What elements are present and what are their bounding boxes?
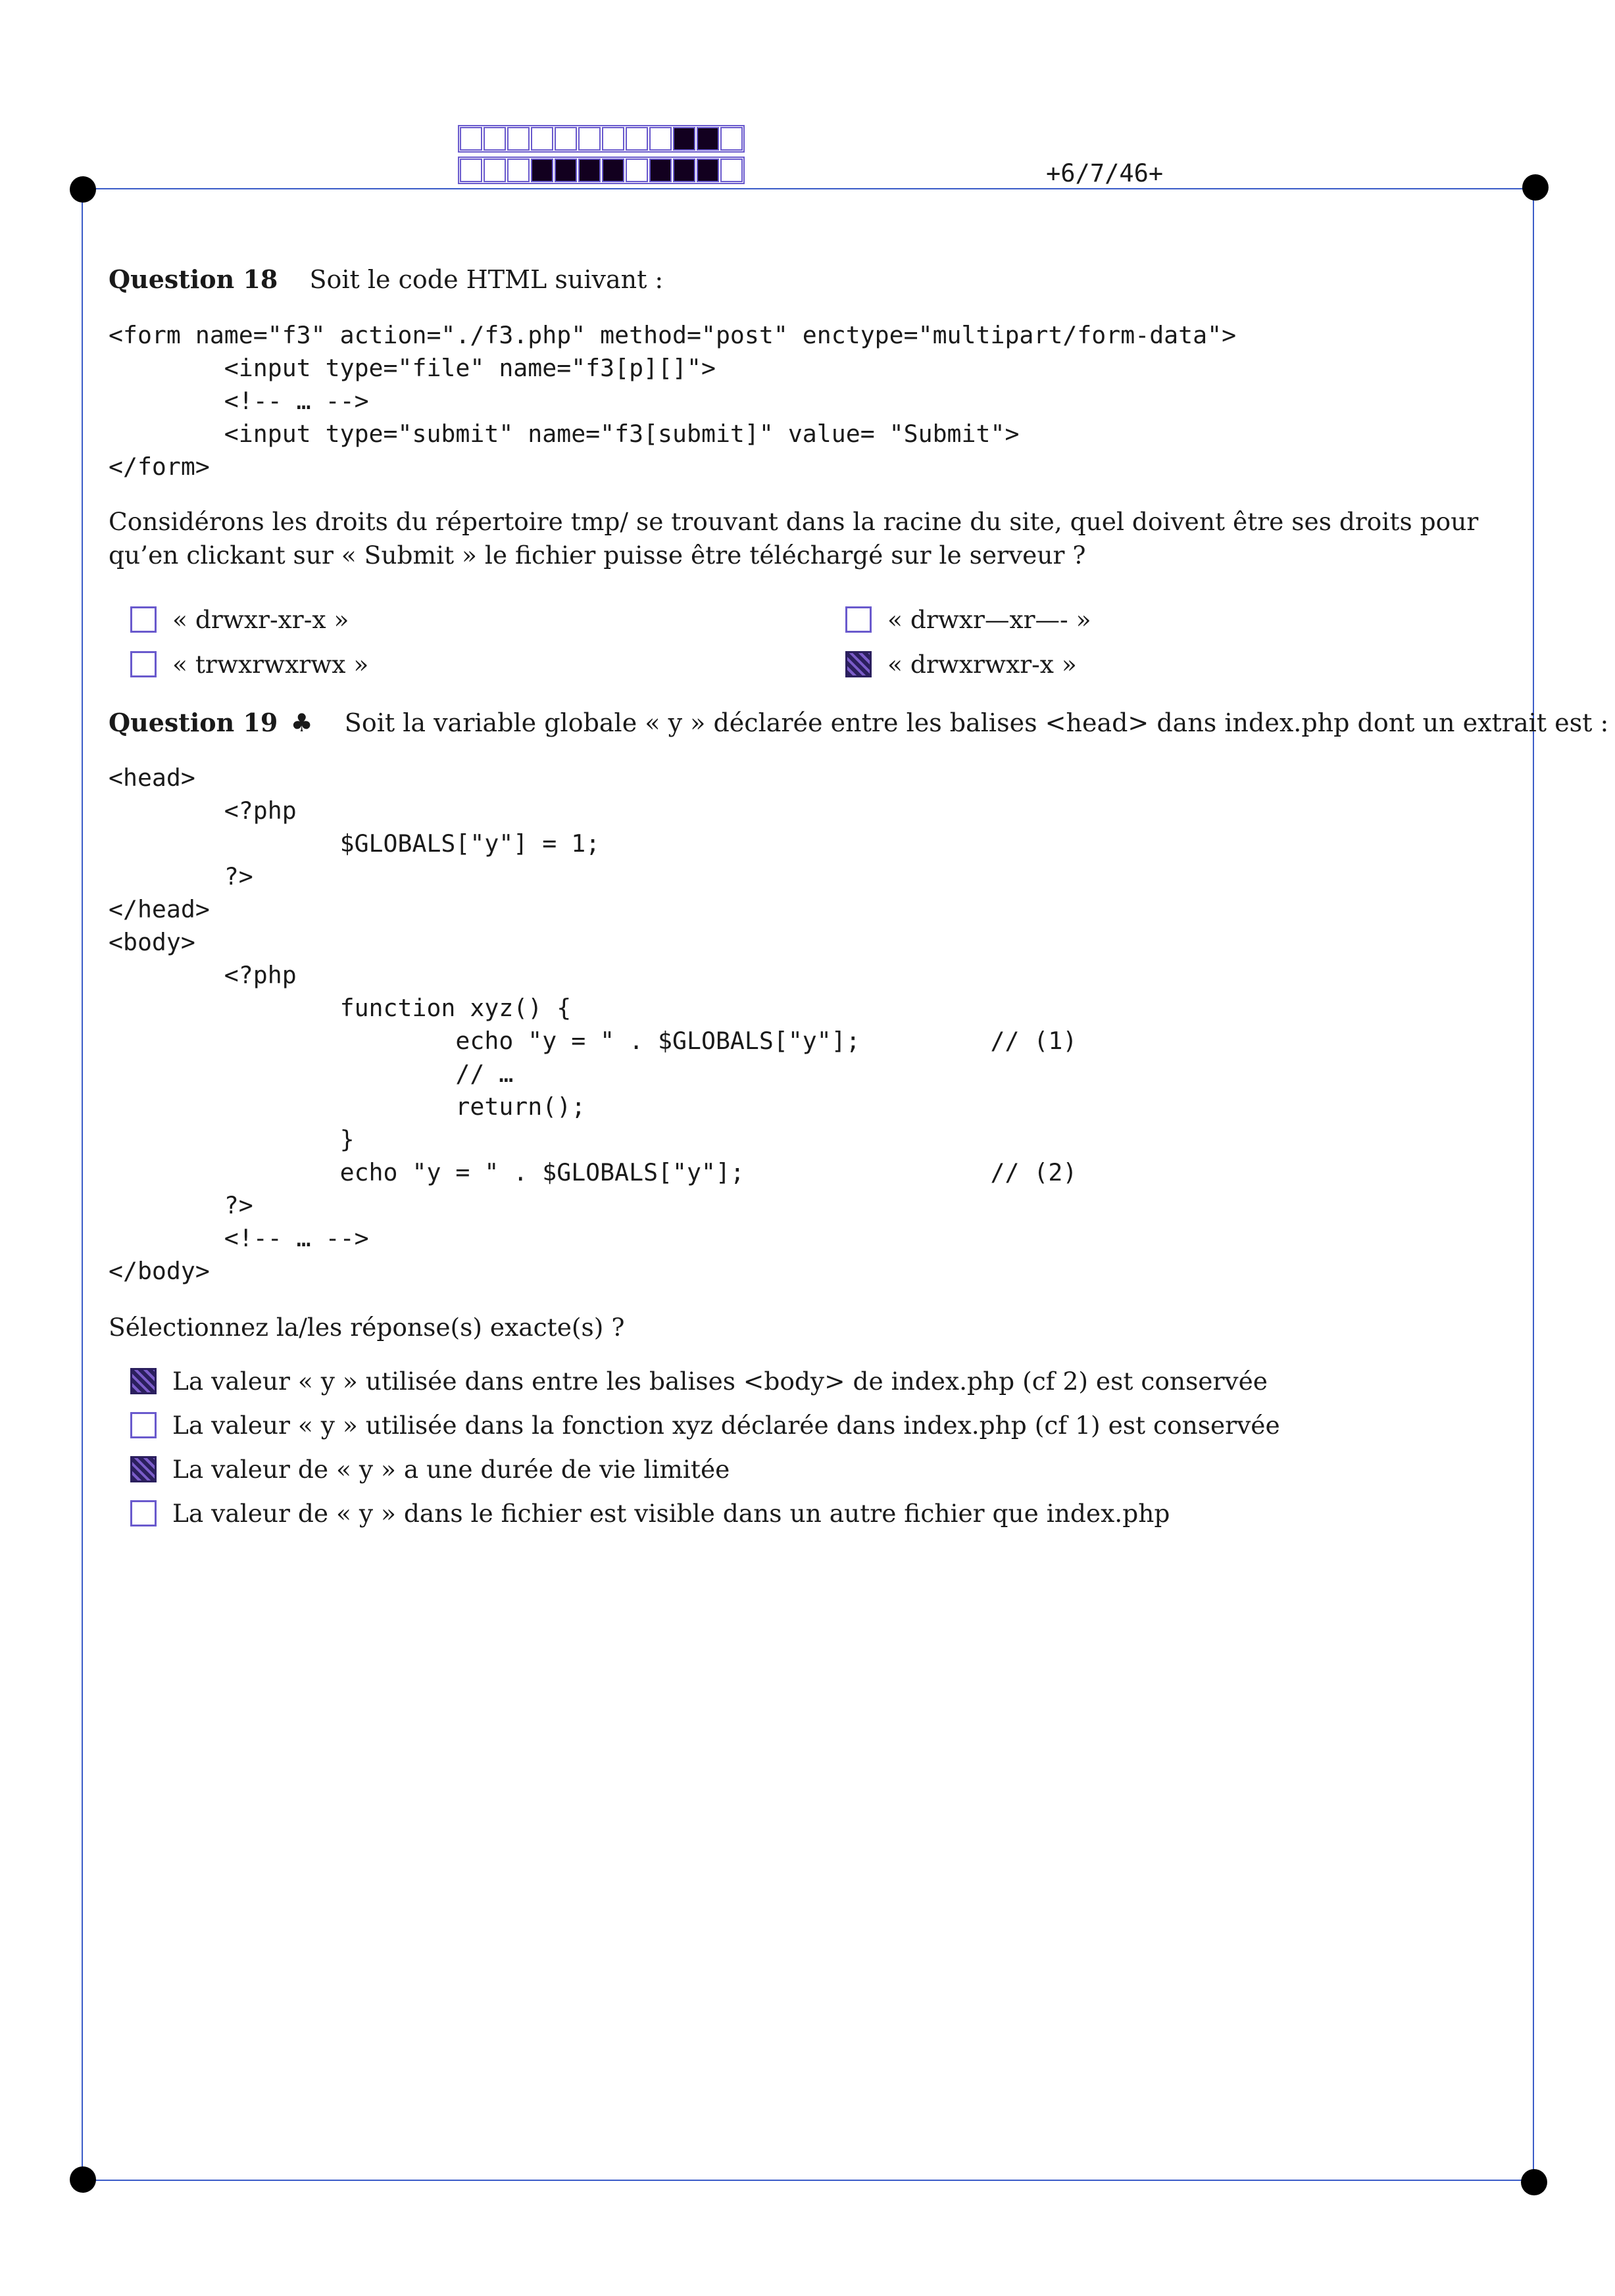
answer-label: « drwxr-xr-x » (172, 605, 349, 634)
answer-checkbox[interactable] (845, 651, 872, 677)
id-grid-cell (720, 127, 743, 151)
answer-checkbox[interactable] (130, 606, 157, 633)
answer-label: La valeur « y » utilisée dans entre les balises <body> de index.php (cf 2) est conservée (172, 1367, 1268, 1396)
question-19-code: <head> <?php $GLOBALS["y"] = 1; ?> </head> <body> <?php function xyz() { echo "y = " . $GLOBALS["y"]; // (1) // … return(); } echo "y = " . $GLOBALS["y"]; // (2) ?> <!-- … --> </body> (109, 764, 1078, 1285)
id-grid-cell (507, 127, 530, 151)
question-18-header (109, 264, 663, 294)
id-grid-cell (649, 127, 672, 151)
student-id-grid-row-2 (458, 157, 745, 184)
id-grid-cell (484, 159, 506, 182)
answer-label: « drwxr—xr—- » (887, 605, 1091, 634)
q18-answer-1[interactable] (130, 605, 349, 634)
q19-answer-2[interactable] (130, 1411, 1280, 1440)
id-grid-cell (460, 159, 482, 182)
answer-checkbox[interactable] (130, 1500, 157, 1527)
answer-label: La valeur de « y » a une durée de vie limitée (172, 1455, 730, 1484)
frame-left-line (82, 188, 83, 2181)
id-grid-cell (578, 127, 601, 151)
id-grid-cell (673, 127, 695, 151)
id-grid-cell (460, 127, 482, 151)
answer-label: La valeur de « y » dans le fichier est visible dans un autre fichier que index.php (172, 1499, 1170, 1528)
id-grid-cell (673, 159, 695, 182)
id-grid-cell (531, 159, 553, 182)
corner-mark-bottom-left (70, 2166, 96, 2193)
student-id-grid-row-1 (458, 125, 745, 153)
q19-answer-1[interactable] (130, 1367, 1268, 1396)
club-icon: ♣ (290, 708, 313, 737)
question-18-number: Question 18 (109, 264, 278, 294)
answer-checkbox[interactable] (130, 1368, 157, 1394)
answer-checkbox[interactable] (130, 1456, 157, 1482)
question-18-intro: Soit le code HTML suivant : (309, 265, 664, 294)
question-19-text: Sélectionnez la/les réponse(s) exacte(s) ? (109, 1313, 625, 1342)
id-grid-cell (555, 127, 577, 151)
frame-top-line (86, 188, 1535, 189)
answer-label: « drwxrwxr-x » (887, 650, 1077, 679)
answer-label: La valeur « y » utilisée dans la fonction xyz déclarée dans index.php (cf 1) est conservée (172, 1411, 1280, 1440)
answer-label: « trwxrwxrwx » (172, 650, 369, 679)
id-grid-cell (555, 159, 577, 182)
id-grid-cell (649, 159, 672, 182)
answer-checkbox[interactable] (845, 606, 872, 633)
id-grid-cell (626, 159, 648, 182)
corner-mark-bottom-right (1521, 2169, 1547, 2195)
answer-checkbox[interactable] (130, 651, 157, 677)
answer-checkbox[interactable] (130, 1412, 157, 1438)
q18-answer-3[interactable] (130, 650, 368, 679)
id-grid-cell (626, 127, 648, 151)
id-grid-cell (531, 127, 553, 151)
id-grid-cell (602, 159, 624, 182)
question-18-code: <form name="f3" action="./f3.php" method="post" enctype="multipart/form-data"> <input type="file" name="f3[p][]"> <!-- … --> <input type="submit" name="f3[submit]" value= "Submit"> </form> (109, 321, 1237, 481)
q18-answer-4[interactable] (845, 650, 1077, 679)
id-grid-cell (697, 159, 719, 182)
id-grid-cell (720, 159, 743, 182)
id-grid-cell (507, 159, 530, 182)
q19-answer-4[interactable] (130, 1499, 1170, 1528)
corner-mark-top-left (70, 176, 96, 203)
question-19-intro: Soit la variable globale « y » déclarée entre les balises <head> dans index.php dont un extrait est : (344, 708, 1609, 737)
frame-right-line (1533, 188, 1534, 2181)
q18-answer-2[interactable] (845, 605, 1091, 634)
corner-mark-top-right (1522, 174, 1549, 201)
q19-answer-3[interactable] (130, 1455, 730, 1484)
id-grid-cell (484, 127, 506, 151)
id-grid-cell (602, 127, 624, 151)
question-19-header (109, 708, 1608, 737)
page-id: +6/7/46+ (1046, 159, 1164, 187)
id-grid-cell (578, 159, 601, 182)
question-19-number: Question 19 ♣ (109, 708, 313, 737)
question-18-text: Considérons les droits du répertoire tmp/ se trouvant dans la racine du site, quel doivent être ses droits pour qu’en clickant sur « Submit » le fichier puisse être téléchargé sur le serveur ? (109, 507, 1479, 570)
id-grid-cell (697, 127, 719, 151)
frame-bottom-line (86, 2180, 1535, 2181)
